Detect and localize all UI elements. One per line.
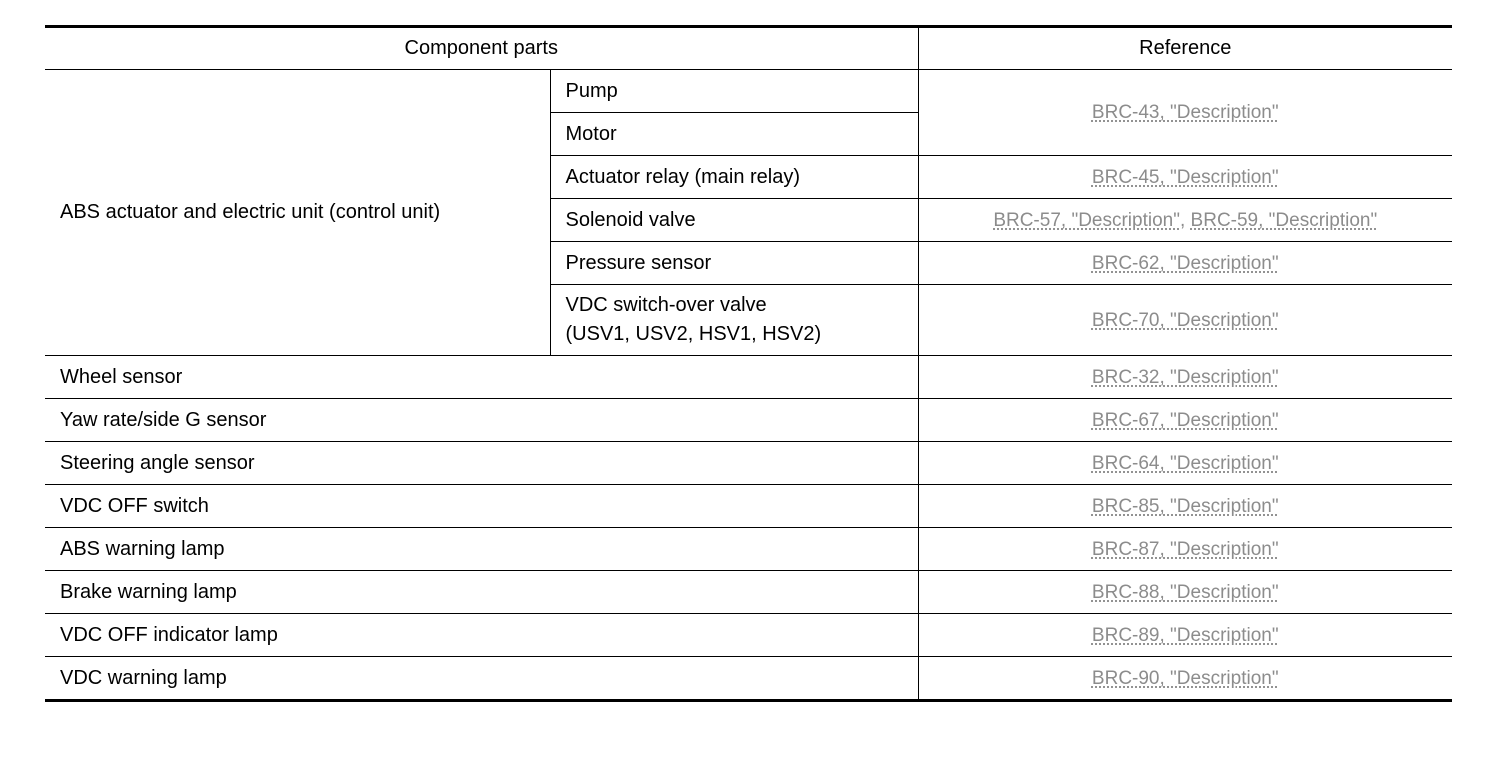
- reference-link[interactable]: BRC-64, "Description": [1091, 452, 1279, 474]
- reference-link[interactable]: BRC-32, "Description": [1091, 366, 1279, 388]
- table-header-row: [45, 27, 1452, 70]
- table-row: [45, 70, 1452, 113]
- component-cell: ABS warning lamp: [45, 528, 918, 571]
- reference-cell: [918, 199, 1452, 242]
- part-pump: Pump: [550, 70, 918, 113]
- reference-cell: [918, 356, 1452, 399]
- reference-cell: [918, 528, 1452, 571]
- abs-unit-label: ABS actuator and electric unit (control unit): [45, 70, 550, 356]
- part-motor: Motor: [550, 113, 918, 156]
- table-row: [45, 485, 1452, 528]
- reference-link[interactable]: BRC-62, "Description": [1091, 252, 1279, 274]
- header-reference: Reference: [918, 27, 1452, 70]
- reference-link[interactable]: BRC-67, "Description": [1091, 409, 1279, 431]
- reference-link[interactable]: BRC-85, "Description": [1091, 495, 1279, 517]
- reference-cell: [918, 485, 1452, 528]
- reference-cell: [918, 442, 1452, 485]
- table-row: [45, 571, 1452, 614]
- table-row: [45, 528, 1452, 571]
- reference-cell: [918, 399, 1452, 442]
- part-solenoid-valve: Solenoid valve: [550, 199, 918, 242]
- table-row: [45, 399, 1452, 442]
- table-row: [45, 657, 1452, 701]
- table-row: [45, 614, 1452, 657]
- reference-cell: [918, 571, 1452, 614]
- reference-link[interactable]: BRC-88, "Description": [1091, 581, 1279, 603]
- component-cell: Steering angle sensor: [45, 442, 918, 485]
- reference-link[interactable]: BRC-87, "Description": [1091, 538, 1279, 560]
- part-vdc-switch-over-valve: [550, 285, 918, 356]
- table-row: [45, 442, 1452, 485]
- component-cell: Brake warning lamp: [45, 571, 918, 614]
- component-cell: VDC warning lamp: [45, 657, 918, 701]
- reference-link[interactable]: BRC-57, "Description": [993, 209, 1180, 231]
- part-pressure-sensor: Pressure sensor: [550, 242, 918, 285]
- component-cell: VDC OFF switch: [45, 485, 918, 528]
- part-actuator-relay: Actuator relay (main relay): [550, 156, 918, 199]
- reference-link[interactable]: BRC-90, "Description": [1091, 667, 1279, 689]
- reference-cell: [918, 156, 1452, 199]
- reference-link[interactable]: BRC-70, "Description": [1091, 309, 1279, 331]
- reference-cell: [918, 614, 1452, 657]
- reference-cell: [918, 242, 1452, 285]
- component-cell: VDC OFF indicator lamp: [45, 614, 918, 657]
- vdc-valve-line-2: (USV1, USV2, HSV1, HSV2): [565, 323, 822, 345]
- component-cell: Wheel sensor: [45, 356, 918, 399]
- reference-link[interactable]: BRC-45, "Description": [1091, 166, 1279, 188]
- reference-link[interactable]: BRC-43, "Description": [1091, 102, 1279, 123]
- reference-link[interactable]: BRC-59, "Description": [1190, 209, 1378, 231]
- header-component-parts: Component parts: [45, 27, 918, 70]
- component-parts-table: [45, 25, 1452, 702]
- component-cell: Yaw rate/side G sensor: [45, 399, 918, 442]
- reference-cell: [918, 285, 1452, 356]
- reference-link[interactable]: BRC-89, "Description": [1091, 624, 1279, 646]
- table-row: [45, 356, 1452, 399]
- vdc-valve-line-1: VDC switch-over valve: [565, 294, 767, 316]
- reference-separator: ,: [1179, 209, 1191, 231]
- reference-cell: [918, 657, 1452, 701]
- reference-cell: [918, 70, 1452, 156]
